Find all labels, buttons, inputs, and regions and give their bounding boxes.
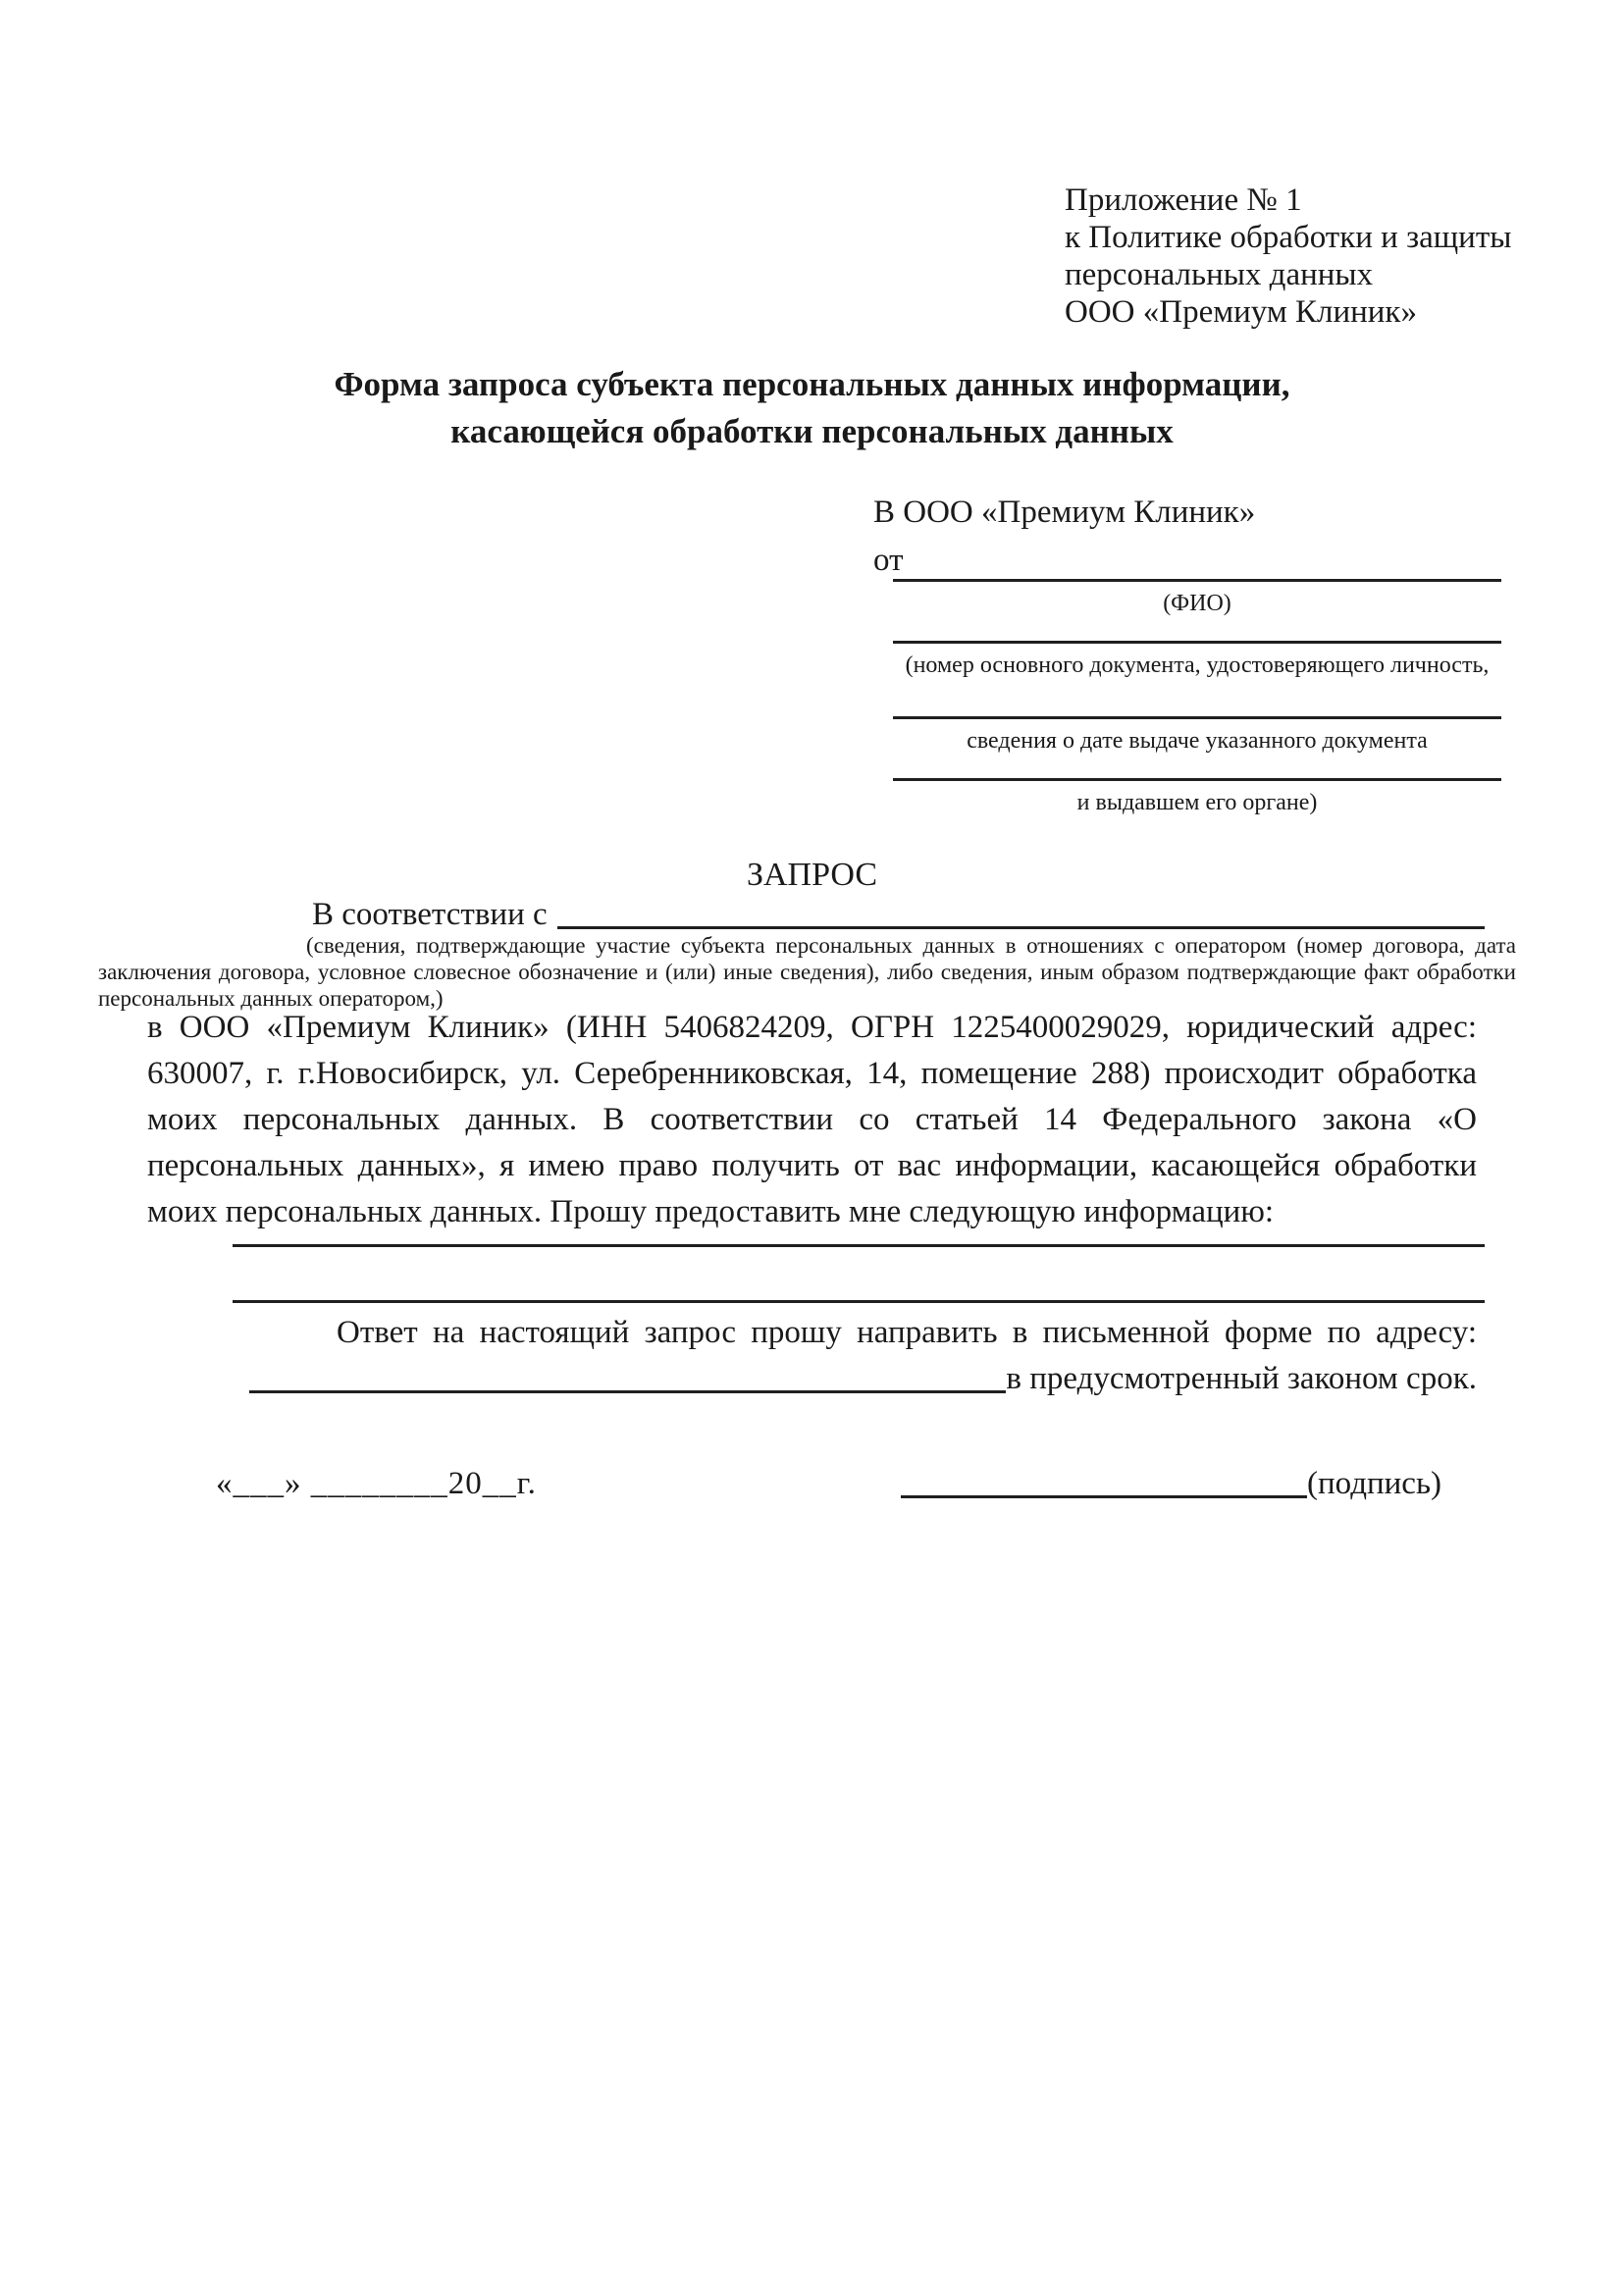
form-title-line-1: Форма запроса субъекта персональных данных информации, [334, 365, 1290, 403]
request-heading: ЗАПРОС [746, 857, 878, 893]
addressee-to: В ООО «Премиум Клиник» [873, 495, 1256, 530]
issue-date-blank-line [893, 716, 1501, 719]
appendix-note-line-2: к Политике обработки и защиты [1065, 220, 1512, 255]
form-title-line-2: касающейся обработки персональных данных [450, 412, 1174, 450]
addressee-from-label: от [873, 543, 904, 578]
footnote: (сведения, подтверждающие участие субъекта персональных данных в отношениях с оператором (номер договора, дата заключения договора, условное словесное обозначение и (или) иные сведения), либо сведения, иным образом подтверждающие факт обработки персональных данных оператором,) [98, 933, 1516, 1011]
address-blank-line [249, 1359, 1006, 1393]
issuing-authority-blank-line [893, 778, 1501, 781]
fio-caption: (ФИО) [1163, 591, 1231, 616]
reply-tail: в предусмотренный законом срок. [1006, 1361, 1477, 1396]
issuing-authority-caption: и выдавшем его органе) [1076, 790, 1318, 815]
signature-row [901, 1464, 1452, 1503]
appendix-note-line-1: Приложение № 1 [1065, 183, 1302, 218]
intro-line [147, 895, 1485, 934]
reply-address-row [249, 1359, 1477, 1398]
info-blank-line-2 [233, 1300, 1485, 1303]
agreement-blank-line [557, 895, 1485, 929]
fio-blank-line [893, 579, 1501, 582]
issue-date-caption: сведения о дате выдаче указанного документа [967, 728, 1428, 754]
request-body: в ООО «Премиум Клиник» (ИНН 5406824209, ОГРН 1225400029029, юридический адрес: 630007, г. г.Новосибирск, ул. Серебренниковская, 14, помещение 288) происходит обработка моих персональных данных. В соответствии со статьей 14 Федерального закона «О персональных данных», я имею право получить от вас информации, касающейся обработки моих персональных данных. Прошу предоставить мне следующую информацию: [147, 1010, 1477, 1229]
reply-line: Ответ на настоящий запрос прошу направить в письменной форме по адресу: [337, 1315, 1477, 1350]
date-blank: «___» ________20__г. [216, 1466, 537, 1501]
appendix-note [1065, 182, 1575, 331]
signature-caption: (подпись) [1307, 1466, 1441, 1501]
signature-blank-line [901, 1464, 1307, 1498]
document-number-blank-line [893, 641, 1501, 644]
document-number-caption: (номер основного документа, удостоверяющего личность, [905, 652, 1490, 678]
form-title [147, 361, 1477, 455]
info-blank-line-1 [233, 1244, 1485, 1247]
appendix-note-line-4: ООО «Премиум Клиник» [1065, 294, 1417, 330]
intro-prefix: В соответствии с [312, 897, 548, 932]
appendix-note-line-3: персональных данных [1065, 257, 1374, 292]
